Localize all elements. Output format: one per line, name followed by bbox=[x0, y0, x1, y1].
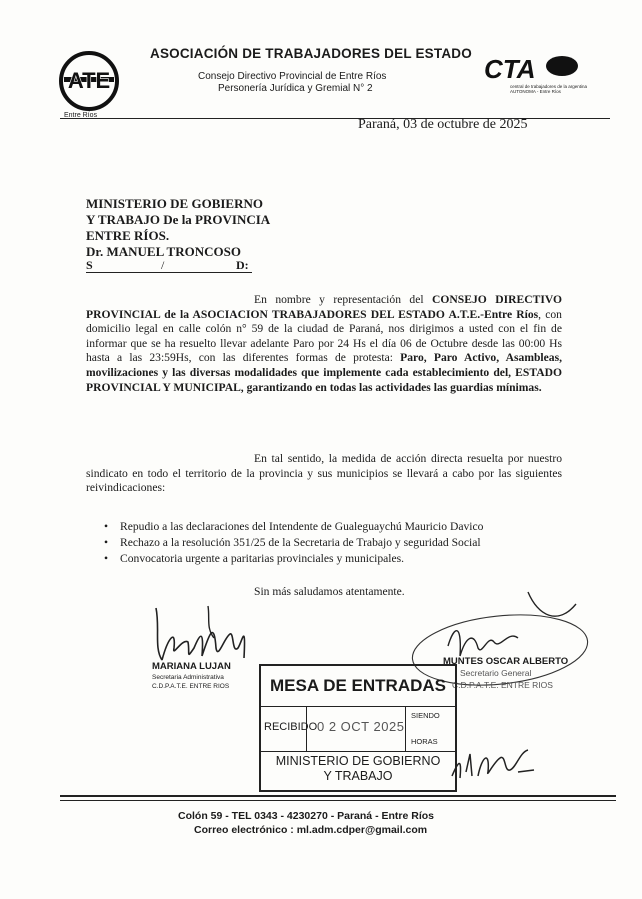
demand-item: • Convocatoria urgente a paritarias provinciales y municipales. bbox=[104, 551, 564, 567]
org-title: ASOCIACIÓN DE TRABAJADORES DEL ESTADO bbox=[150, 46, 472, 61]
left-signatory-name: MARIANA LUJAN bbox=[152, 661, 231, 672]
reception-stamp bbox=[259, 664, 457, 792]
p1-intro: En nombre y representación del bbox=[254, 293, 433, 306]
addressee-line-2: Y TRABAJO De la PROVINCIA bbox=[86, 212, 271, 227]
stamp-date: 0 2 OCT 2025 bbox=[317, 719, 405, 734]
stamp-divider bbox=[306, 707, 307, 751]
p1-details: , con domicilio legal en calle colón n° 59 de la ciudad de Paraná, nos dirigimos a usted con el fin de informar que se ha resuelto llevar adelante Paro por 24 Hs el día 06 de Octubre desde las 00:00 Hs hasta a las 23:59Hs, con las diferentes formas de protesta: bbox=[86, 307, 562, 365]
stamp-divider bbox=[405, 707, 406, 751]
footer-email: Correo electrónico : ml.adm.cdper@gmail.com bbox=[194, 824, 428, 836]
body-paragraph-1 bbox=[86, 293, 562, 395]
salutation-line bbox=[86, 258, 252, 273]
left-signatory-role: Secretaria Administrativa bbox=[152, 674, 224, 681]
letter-date: Paraná, 03 de octubre de 2025 bbox=[358, 117, 528, 132]
org-line-2: Personería Jurídica y Gremial N° 2 bbox=[218, 83, 373, 94]
cta-logo-subtitle: central de trabajadores de la argentina AUTONOMA - Entre Ríos bbox=[510, 84, 588, 94]
stamp-siendo-label: SIENDO bbox=[411, 711, 440, 720]
salutation-s: S bbox=[86, 258, 93, 272]
footer-rule bbox=[60, 795, 616, 797]
addressee-line-1: MINISTERIO DE GOBIERNO bbox=[86, 196, 263, 211]
ate-logo bbox=[58, 50, 120, 112]
right-signatory-org: C.D.P.A.T.E. ENTRE RIOS bbox=[452, 680, 553, 690]
right-signatory-name: MUNTES OSCAR ALBERTO bbox=[443, 656, 569, 667]
left-signatory-org: C.D.P.A.T.E. ENTRE RIOS bbox=[152, 683, 230, 690]
handwritten-time-mark bbox=[448, 742, 538, 782]
org-line-1: Consejo Directivo Provincial de Entre Ríos bbox=[198, 71, 387, 82]
stamp-received-row bbox=[261, 707, 455, 752]
footer-address: Colón 59 - TEL 0343 - 4230270 - Paraná - Entre Ríos bbox=[178, 810, 434, 822]
demands-list bbox=[104, 519, 564, 567]
cta-logo-text: CTA bbox=[484, 54, 536, 84]
cta-logo bbox=[482, 54, 584, 84]
left-signature-scribble bbox=[148, 598, 268, 670]
body-paragraph-2: En tal sentido, la medida de acción directa resuelta por nuestro sindicato en todo el territorio de la provincia y sus municipios se llevará a cabo por las siguientes reivindicaciones: bbox=[86, 452, 562, 495]
stamp-horas-label: HORAS bbox=[411, 737, 438, 746]
right-signatory-role: Secretario General bbox=[460, 668, 532, 678]
ate-logo-subtitle: Entre Ríos bbox=[64, 112, 98, 119]
header-rule bbox=[60, 118, 610, 119]
stamp-office-line-1: MINISTERIO DE GOBIERNO bbox=[275, 754, 441, 768]
p1-protest-forms: Paro, Paro Activo, Asambleas, movilizaciones y las diversas modalidades que implemente cada establecimiento del, ESTADO PROVINCIAL Y MUNICIPAL, garantizando en todas las actividades las guardias mínimas. bbox=[86, 351, 562, 394]
ate-logo-text: ATE bbox=[67, 68, 111, 93]
stamp-office bbox=[261, 754, 455, 784]
stamp-title: MESA DE ENTRADAS bbox=[261, 666, 455, 707]
demand-item: • Repudio a las declaraciones del Intendente de Gualeguaychú Mauricio Davico bbox=[104, 519, 564, 535]
stamp-office-line-2: Y TRABAJO bbox=[323, 769, 393, 783]
p1-organization: CONSEJO DIRECTIVO PROVINCIAL de la ASOCIACION TRABAJADORES DEL ESTADO A.T.E.-Entre Ríos bbox=[86, 293, 562, 321]
stamp-received-label: RECIBIDO bbox=[264, 721, 318, 733]
demand-item: • Rechazo a la resolución 351/25 de la Secretaria de Trabajo y seguridad Social bbox=[104, 535, 564, 551]
addressee-line-3: ENTRE RÍOS. bbox=[86, 228, 170, 243]
footer-rule bbox=[60, 800, 616, 801]
salutation-d: D: bbox=[236, 258, 249, 272]
closing: Sin más saludamos atentamente. bbox=[254, 585, 405, 598]
addressee-line-4: Dr. MANUEL TRONCOSO bbox=[86, 244, 241, 259]
salutation-slash: / bbox=[161, 258, 165, 272]
